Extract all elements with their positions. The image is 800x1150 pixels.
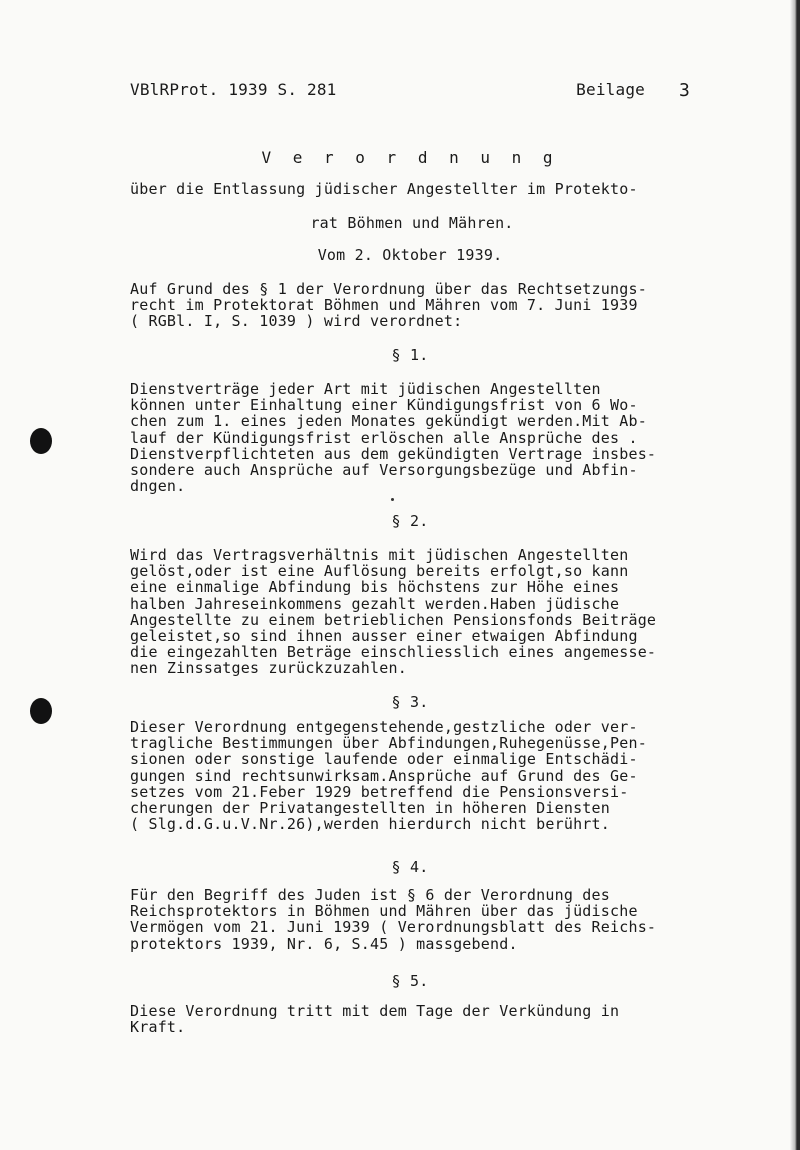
section-text-3: Dieser Verordnung entgegenstehende,gestzliche oder ver- tragliche Bestimmungen über Abfindungen,Ruhegenüsse,Pen- sionen oder sonstige laufende oder einmalige Entschädi- gungen sind rechtsunwirksam.Ansprüche auf Grund des Ge- setzes vom 21.Feber 1929 betreffend die Pensionsversi- cherungen der Privatangestellten in höheren Diensten ( Slg.d.G.u.V.Nr.26),werden hierdurch nicht berührt. [130, 718, 647, 834]
appendix-number: 3 [678, 80, 690, 101]
document-subtitle-line1: über die Entlassung jüdischer Angestellter im Protekto- [130, 180, 638, 198]
section-text-4: Für den Begriff des Juden ist § 6 der Verordnung des Reichsprotektors in Böhmen und Mähren über das jüdische Vermögen vom 21. Juni 1939 ( Verordnungsblatt des Reichs- protektors 1939, Nr. 6, S.45 ) massgebend. [130, 886, 657, 953]
citation-header: VBlRProt. 1939 S. 281 [130, 80, 337, 99]
section-heading-3: § 3. [391, 693, 429, 711]
section-heading-4: § 4. [391, 858, 429, 876]
section-heading-5: § 5. [391, 972, 429, 990]
section-text-2: Wird das Vertragsverhältnis mit jüdischen Angestellten gelöst,oder ist eine Auflösung bereits erfolgt,so kann eine einmalige Abfindung bis höchstens zur Höhe eines halben Jahreseinkommens gezahlt werden.Haben jüdische Angestellte zu einem betrieblichen Pensionsfonds Beiträge geleistet,so sind ihnen ausser einer etwaigen Abfindung die eingezahlten Beträge einschliesslich eines angemesse- nen Zinssatges zurückzuzahlen. [130, 546, 657, 678]
section-text-5: Diese Verordnung tritt mit dem Tage der Verkündung in Kraft. [130, 1002, 620, 1037]
ink-dot [391, 498, 394, 501]
section-heading-2: § 2. [391, 512, 429, 530]
section-text-1: Dienstverträge jeder Art mit jüdischen Angestellten können unter Einhaltung einer Kündigungsfrist von 6 Wo- chen zum 1. eines jeden Monates gekündigt werden.Mit Ab- lauf der Kündigungsfrist erlöschen alle Ansprüche des . Dienstverpflichteten aus dem gekündigten Vertrage insbes- sondere auch Ansprüche auf Versorgungsbezüge und Abfin- dngen. [130, 380, 657, 496]
document-date: Vom 2. Oktober 1939. [317, 246, 503, 264]
section-heading-1: § 1. [391, 346, 429, 364]
document-title: V e r o r d n u n g [261, 148, 559, 167]
appendix-label: Beilage [576, 80, 645, 99]
document-subtitle-line2: rat Böhmen und Mähren. [310, 214, 514, 232]
punch-hole [30, 428, 52, 454]
preamble-paragraph: Auf Grund des § 1 der Verordnung über das Rechtsetzungs- recht im Protektorat Böhmen und Mähren vom 7. Juni 1939 ( RGBl. I, S. 1039 ) wird verordnet: [130, 280, 647, 331]
